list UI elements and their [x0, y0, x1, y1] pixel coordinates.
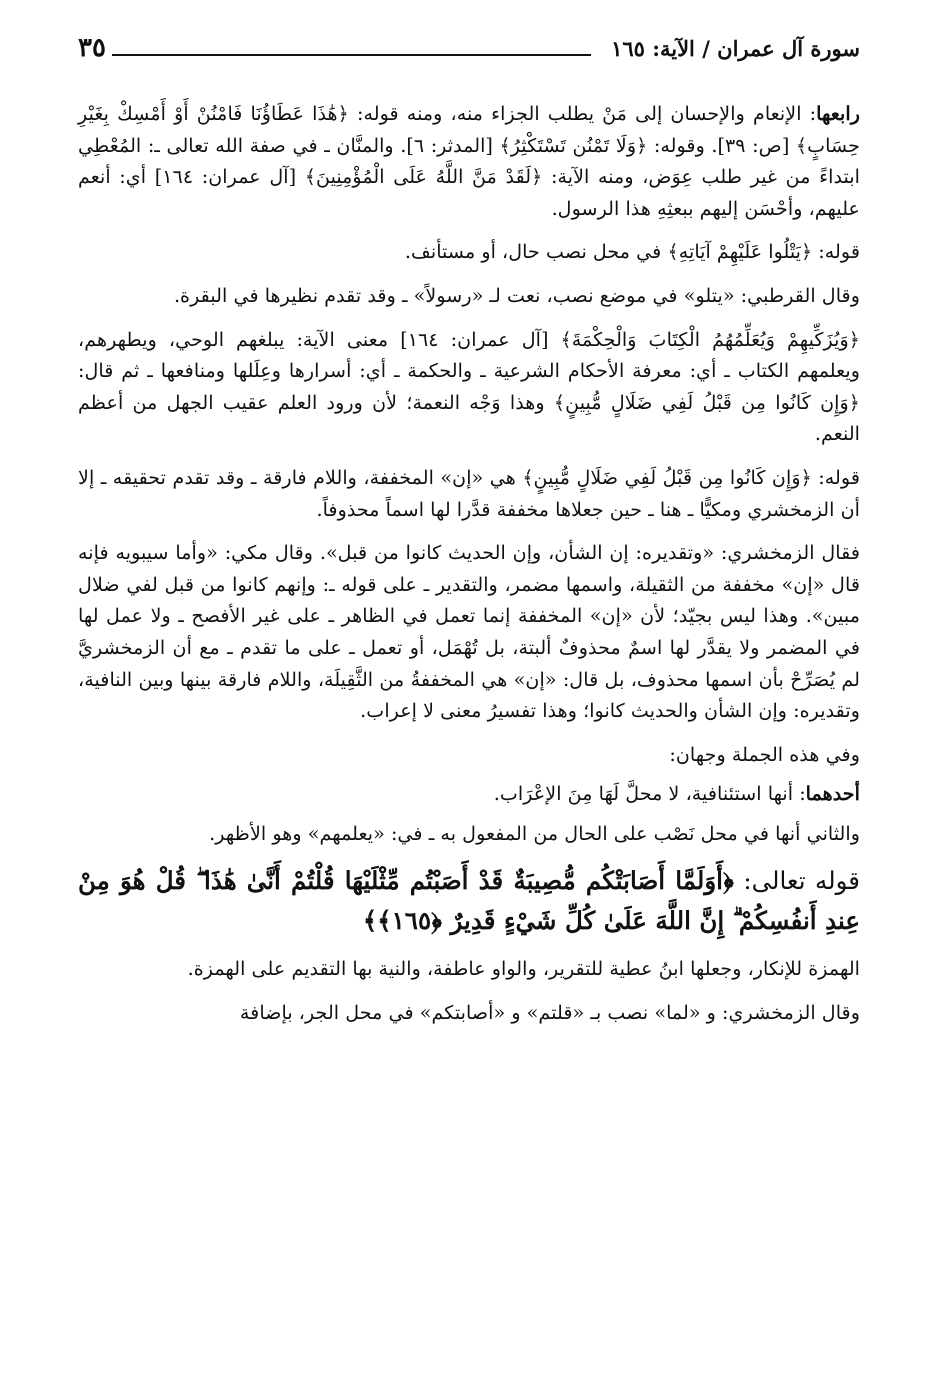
- paragraph-first-aspect: [78, 778, 860, 810]
- book-page: [78, 28, 860, 1041]
- paragraph-in-mukhaffafa: قوله: ﴿وَإِن كَانُوا مِن قَبْلُ لَفِي ضَلَالٍ مُّبِينٍ﴾ هي «إن» المخففة، واللام فارقة ـ وقد تقدم تحقيقه ـ إلا أن الزمخشري ومكيًّا ـ هنا ـ حين جعلاها مخففة قدَّرا لها اسماً محذوفاً.: [78, 465, 860, 521]
- verse-intro: قوله تعالى:: [733, 866, 860, 896]
- header-rule: [112, 54, 591, 56]
- page-body: [78, 98, 860, 1029]
- paragraph-qurtubi: وقال القرطبي: «يتلو» في موضع نصب، نعت لـ «رسولاً» ـ وقد تقدم نظيرها في البقرة.: [173, 283, 860, 307]
- paragraph-lead: أحدهما: [805, 782, 860, 806]
- paragraph-text: : أنها استئنافية، لا محلَّ لَهَا مِنَ الإعْرَاب.: [493, 782, 806, 806]
- paragraph-two-aspects: وفي هذه الجملة وجهان:: [669, 742, 860, 766]
- paragraph-yatlu: قوله: ﴿يَتْلُوا عَلَيْهِمْ آيَاتِهِ﴾ في محل نصب حال، أو مستأنف.: [404, 240, 860, 264]
- paragraph-lead: رابعها: [816, 102, 860, 125]
- paragraph-fourth-meaning: [78, 98, 860, 224]
- paragraph-yuzakkihim: ﴿وَيُزَكِّيهِمْ وَيُعَلِّمُهُمُ الْكِتَابَ وَالْحِكْمَةَ﴾ [آل عمران: ١٦٤] معنى الآية: يبلغهم الوحي، ويطهرهم، ويعلمهم الكتاب ـ أي: معرفة الأحكام الشرعية ـ والحكمة ـ أي: أسرارها وعِلَلها ومنافعها ـ ثم قال: ﴿وَإِن كَانُوا مِن قَبْلُ لَفِي ضَلَالٍ مُّبِينٍ﴾ وهذا وَجْه النعمة؛ لأن ورود العلم عقيب الجهل من أعظم النعم.: [78, 327, 860, 446]
- paragraph-text: : الإنعام والإحسان إلى مَنْ يطلب الجزاء منه، ومنه قوله: ﴿هَٰذَا عَطَاؤُنَا فَامْنُنْ أَوْ أَمْسِكْ بِغَيْرِ حِسَابٍ﴾ [ص: ٣٩]. وقوله: ﴿وَلَا تَمْنُن تَسْتَكْثِرُ﴾ [المدثر: ٦]. والمنَّان ـ في صفة الله تعالى ـ: المُعْطِي ابتداءً من غير طلب عِوَض، ومنه الآية: ﴿لَقَدْ مَنَّ اللَّهُ عَلَى الْمُؤْمِنِينَ﴾ [آل عمران: ١٦٤] أي: أنعم عليهم، وأحْسَن إليهم ببعثِهِ هذا الرسول.: [78, 102, 861, 220]
- surah-verse-title: سورة آل عمران / الآية: ١٦٥: [611, 35, 860, 61]
- paragraph-second-aspect: والثاني أنها في محل نَصْب على الحال من المفعول به ـ في: «يعلمهم» وهو الأظهر.: [209, 821, 860, 845]
- verse-text: ﴿أَوَلَمَّا أَصَابَتْكُم مُّصِيبَةٌ قَدْ أَصَبْتُم مِّثْلَيْهَا قُلْتُمْ أَنَّىٰ هَٰذَا ۖ قُلْ هُوَ مِنْ عِندِ أَنفُسِكُمْ ۗ إِنَّ اللَّهَ عَلَىٰ كُلِّ شَيْءٍ قَدِيرٌ ﴿١٦٥﴾﴾: [78, 866, 860, 936]
- verse-heading: [78, 861, 860, 941]
- page-header: [78, 28, 860, 68]
- page-number: ٣٥: [78, 33, 106, 63]
- paragraph-zamakhshari: فقال الزمخشري: «وتقديره: إن الشأن، وإن الحديث كانوا من قبل». وقال مكي: «وأما سيبويه فإنه قال «إن» مخففة من الثقيلة، واسمها مضمر، والتقدير ـ على قوله ـ: وإنهم كانوا من قبل لفي ضلال مبين». وهذا ليس بجيّد؛ لأن «إن» المخففة إنما تعمل في الظاهر ـ على غير الأفصح ـ ولا عمل لها في المضمر ولا يقدَّر لها اسمٌ محذوفٌ ألبتة، بل تُهْمَل، أو تعمل ـ على ما تقدم ـ مع أن الزمخشريَّ لم يُصَرِّحْ بأن اسمها محذوف، بل قال: «إن» هي المخففةُ من الثَّقِيلَة، واللام فارقة بينها وبين النافية، وتقديره: وإن الشأن والحديث كانوا؛ وهذا تفسيرُ معنى لا إعراب.: [78, 541, 860, 723]
- paragraph-hamza: الهمزة للإنكار، وجعلها ابنُ عطية للتقرير، والواو عاطفة، والنية بها التقديم على الهمزة.: [187, 957, 860, 981]
- paragraph-lamma: وقال الزمخشري: و «لما» نصب بـ «قلتم» و «أصابتكم» في محل الجر، بإضافة: [239, 1001, 860, 1025]
